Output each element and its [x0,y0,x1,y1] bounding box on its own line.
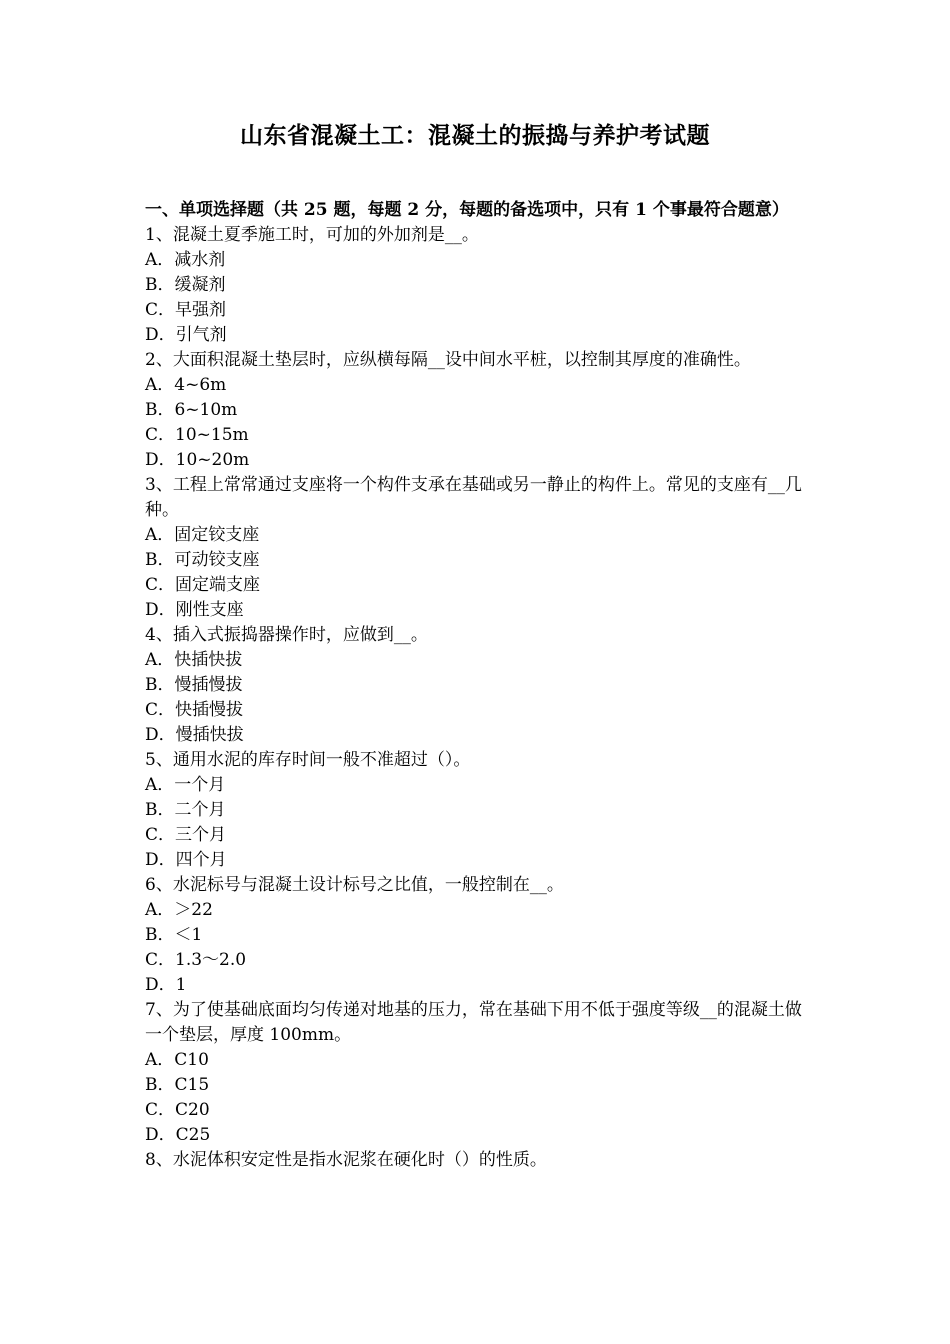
option-list [145,648,810,748]
option-list [145,523,810,623]
question-text: 4、插入式振捣器操作时，应做到__。 [145,625,428,645]
option-d: D．刚性支座 [145,600,244,620]
option-list [145,373,810,473]
option-c: C．C20 [145,1100,210,1120]
option-a: A．＞22 [145,900,213,920]
section-heading: 一、单项选择题（共 25 题，每题 2 分，每题的备选项中，只有 1 个事最符合题意） [145,200,789,220]
option-c: C．快插慢拔 [145,700,244,720]
option-b: B．C15 [145,1075,210,1095]
option-d: D．C25 [145,1125,211,1145]
option-d: D．1 [145,975,187,995]
option-b: B．可动铰支座 [145,550,260,570]
option-b: B．6~10m [145,400,238,420]
option-d: D．10~20m [145,450,250,470]
question-5 [145,748,810,873]
option-a: A．减水剂 [145,250,226,270]
option-d: D．慢插快拔 [145,725,244,745]
question-6 [145,873,810,998]
question-text: 5、通用水泥的库存时间一般不准超过（）。 [145,750,471,770]
option-a: A．快插快拔 [145,650,243,670]
option-c: C．10~15m [145,425,249,445]
document-body [145,198,810,1173]
option-c: C．固定端支座 [145,575,261,595]
option-a: A．固定铰支座 [145,525,260,545]
question-2 [145,348,810,473]
question-text: 2、大面积混凝土垫层时，应纵横每隔__设中间水平桩，以控制其厚度的准确性。 [145,350,751,370]
option-c: C．三个月 [145,825,227,845]
question-text: 7、为了使基础底面均匀传递对地基的压力，常在基础下用不低于强度等级__的混凝土做一个垫层，厚度 100mm。 [145,1000,802,1045]
option-b: B．缓凝剂 [145,275,226,295]
option-c: C．1.3～2.0 [145,950,247,970]
option-a: A．一个月 [145,775,226,795]
option-a: A．4~6m [145,375,227,395]
question-8 [145,1148,810,1173]
question-3 [145,473,810,623]
option-list [145,248,810,348]
question-text: 1、混凝土夏季施工时，可加的外加剂是__。 [145,225,479,245]
question-text: 6、水泥标号与混凝土设计标号之比值，一般控制在__。 [145,875,564,895]
question-text: 8、水泥体积安定性是指水泥浆在硬化时（）的性质。 [145,1150,547,1170]
option-list [145,773,810,873]
option-d: D．引气剂 [145,325,227,345]
question-text: 3、工程上常常通过支座将一个构件支承在基础或另一静止的构件上。常见的支座有__几种。 [145,475,802,520]
question-1 [145,223,810,348]
option-a: A．C10 [145,1050,209,1070]
option-list [145,1048,810,1148]
question-7 [145,998,810,1148]
option-c: C．早强剂 [145,300,227,320]
option-d: D．四个月 [145,850,227,870]
option-list [145,898,810,998]
question-4 [145,623,810,748]
option-b: B．＜1 [145,925,203,945]
option-b: B．慢插慢拔 [145,675,243,695]
option-b: B．二个月 [145,800,226,820]
document-title: 山东省混凝土工：混凝土的振捣与养护考试题 [240,122,710,149]
